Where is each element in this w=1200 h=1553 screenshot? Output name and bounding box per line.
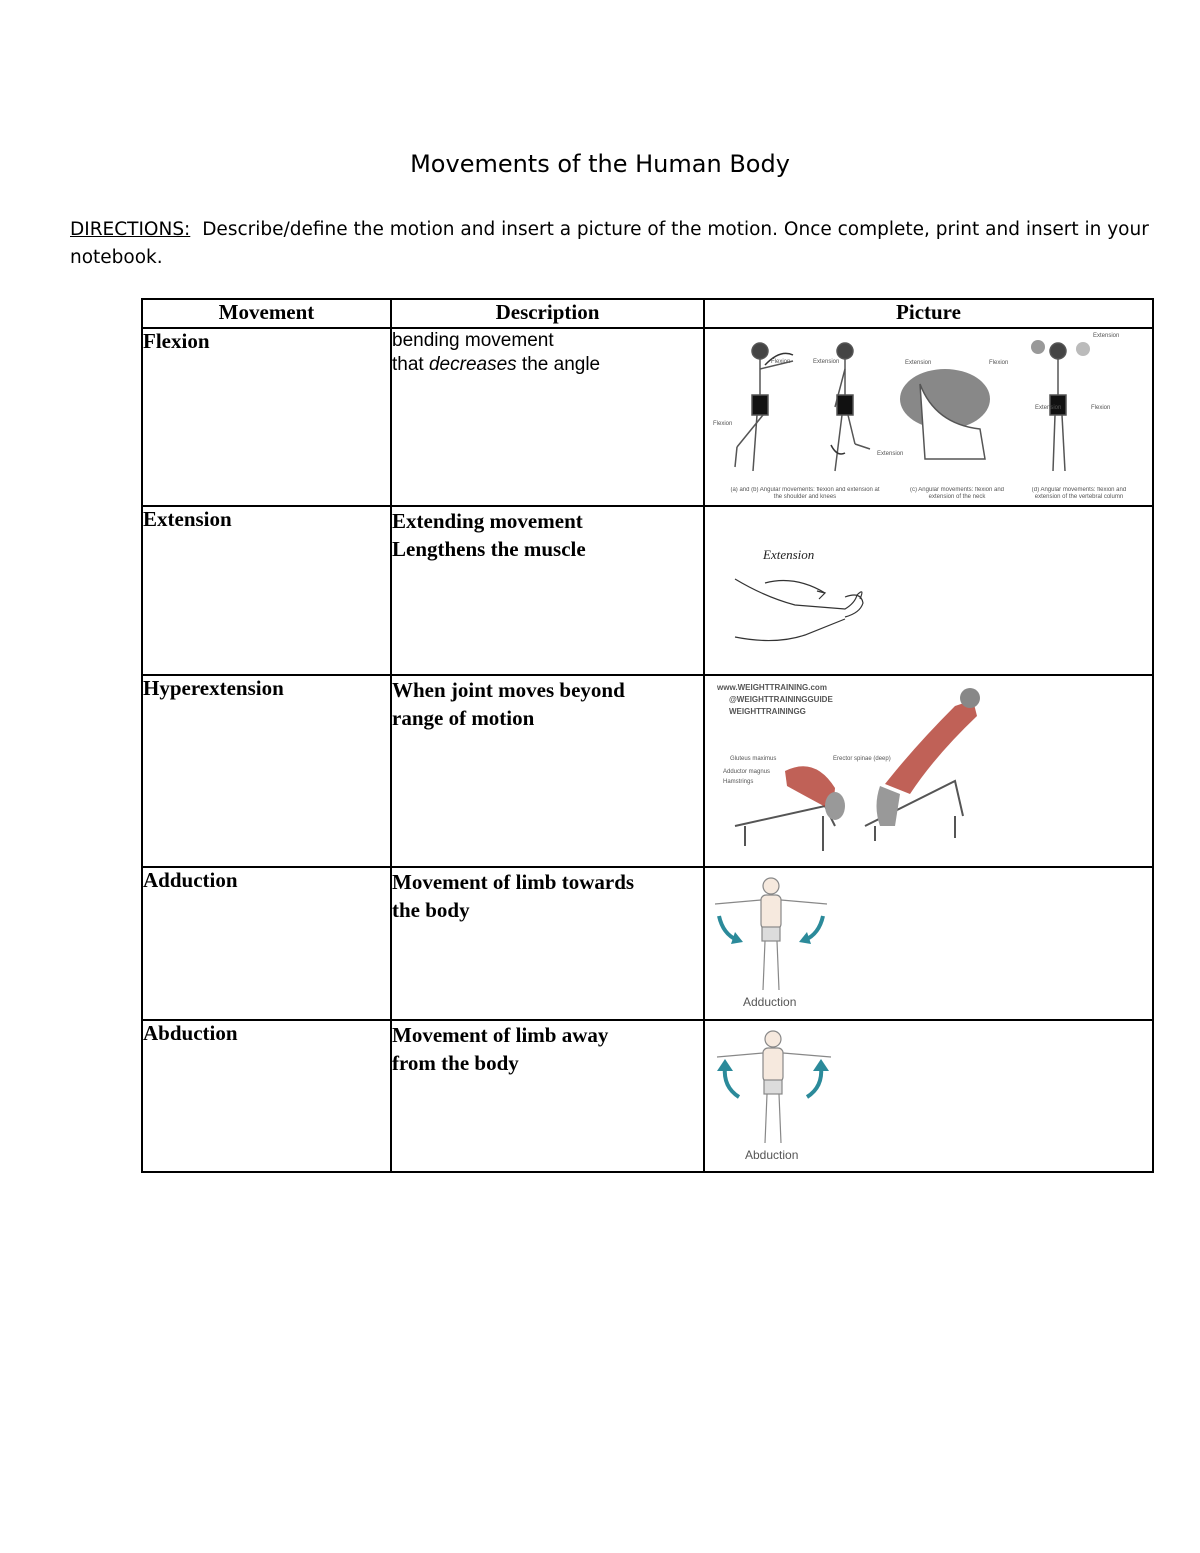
description-line: Movement of limb towards xyxy=(392,870,635,894)
header-movement: Movement xyxy=(142,299,391,328)
arm-extension-sketch xyxy=(705,507,1152,674)
flexion-label: Flexion xyxy=(771,359,791,365)
description-cell xyxy=(391,328,704,506)
movement-cell xyxy=(142,506,391,675)
abduction-label: Abduction xyxy=(745,1148,799,1162)
directions-paragraph xyxy=(70,216,1150,272)
picture-cell xyxy=(704,506,1153,675)
adduction-illustration xyxy=(705,868,1152,1019)
description-cell xyxy=(391,867,704,1020)
movement-cell xyxy=(142,1020,391,1172)
caption-a: (a) and (b) Angular movements: flexion and extension at the shoulder and knees xyxy=(730,487,880,500)
hyperextension-illustration xyxy=(705,676,1152,866)
movement-cell xyxy=(142,675,391,867)
description-line: Lengthens the muscle xyxy=(392,537,586,561)
description-line: bending movement xyxy=(392,330,554,351)
page-title: Movements of the Human Body xyxy=(410,150,790,178)
directions-label: DIRECTIONS: xyxy=(70,219,191,240)
caption-d: (d) Angular movements: flexion and extension of the vertebral column xyxy=(1031,487,1127,500)
flexion-label: Flexion xyxy=(713,421,733,427)
movements-table xyxy=(141,298,1154,1173)
table-row xyxy=(142,328,1153,506)
flexion-extension-illustration xyxy=(705,329,1152,505)
header-picture: Picture xyxy=(704,299,1153,328)
abduction-illustration xyxy=(705,1021,1152,1171)
flexion-label: Flexion xyxy=(1091,405,1111,411)
description-cell xyxy=(391,1020,704,1172)
table-row xyxy=(142,506,1153,675)
muscle-label: Erector spinae (deep) xyxy=(833,756,891,762)
extension-sketch-label: Extension xyxy=(763,547,815,562)
extension-label: Extension xyxy=(1035,405,1062,411)
extension-label: Extension xyxy=(1093,333,1120,339)
picture-cell xyxy=(704,328,1153,506)
table-row xyxy=(142,867,1153,1020)
movement-name: Extension xyxy=(143,507,232,531)
movement-name: Flexion xyxy=(143,329,210,353)
flexion-label: Flexion xyxy=(989,360,1009,366)
muscle-label: Hamstrings xyxy=(723,779,754,785)
description-line: that decreases the angle xyxy=(392,354,601,375)
movement-cell xyxy=(142,328,391,506)
extension-label: Extension xyxy=(813,359,840,365)
caption-c: (c) Angular movements: flexion and extension of the neck xyxy=(909,487,1005,500)
adduction-label: Adduction xyxy=(743,995,797,1009)
movement-name: Abduction xyxy=(143,1021,238,1045)
site-watermark: www.WEIGHTTRAINING.com xyxy=(717,683,827,692)
movement-name: Adduction xyxy=(143,868,238,892)
table-header-row xyxy=(142,299,1153,328)
table-row xyxy=(142,1020,1153,1172)
description-cell xyxy=(391,675,704,867)
handle-watermark: @WEIGHTTRAININGGUIDE xyxy=(729,695,833,704)
header-description: Description xyxy=(391,299,704,328)
movement-name: Hyperextension xyxy=(143,676,284,700)
picture-cell xyxy=(704,867,1153,1020)
extension-label: Extension xyxy=(877,451,904,457)
emphasis-text: decreases xyxy=(428,354,517,375)
muscle-label: Gluteus maximus xyxy=(730,756,777,762)
description-line: Movement of limb away xyxy=(392,1023,609,1047)
directions-text: Describe/define the motion and insert a picture of the motion. Once complete, print and insert in your notebook. xyxy=(70,219,1149,268)
description-line: the body xyxy=(392,898,470,922)
description-cell xyxy=(391,506,704,675)
extension-label: Extension xyxy=(905,360,932,366)
description-line: Extending movement xyxy=(392,509,583,533)
description-line: range of motion xyxy=(392,706,535,730)
table-row xyxy=(142,675,1153,867)
picture-cell xyxy=(704,1020,1153,1172)
description-line: When joint moves beyond xyxy=(392,678,625,702)
muscle-label: Adductor magnus xyxy=(723,769,771,775)
picture-cell xyxy=(704,675,1153,867)
handle-watermark: WEIGHTTRAININGG xyxy=(729,707,806,716)
description-line: from the body xyxy=(392,1051,519,1075)
movement-cell xyxy=(142,867,391,1020)
